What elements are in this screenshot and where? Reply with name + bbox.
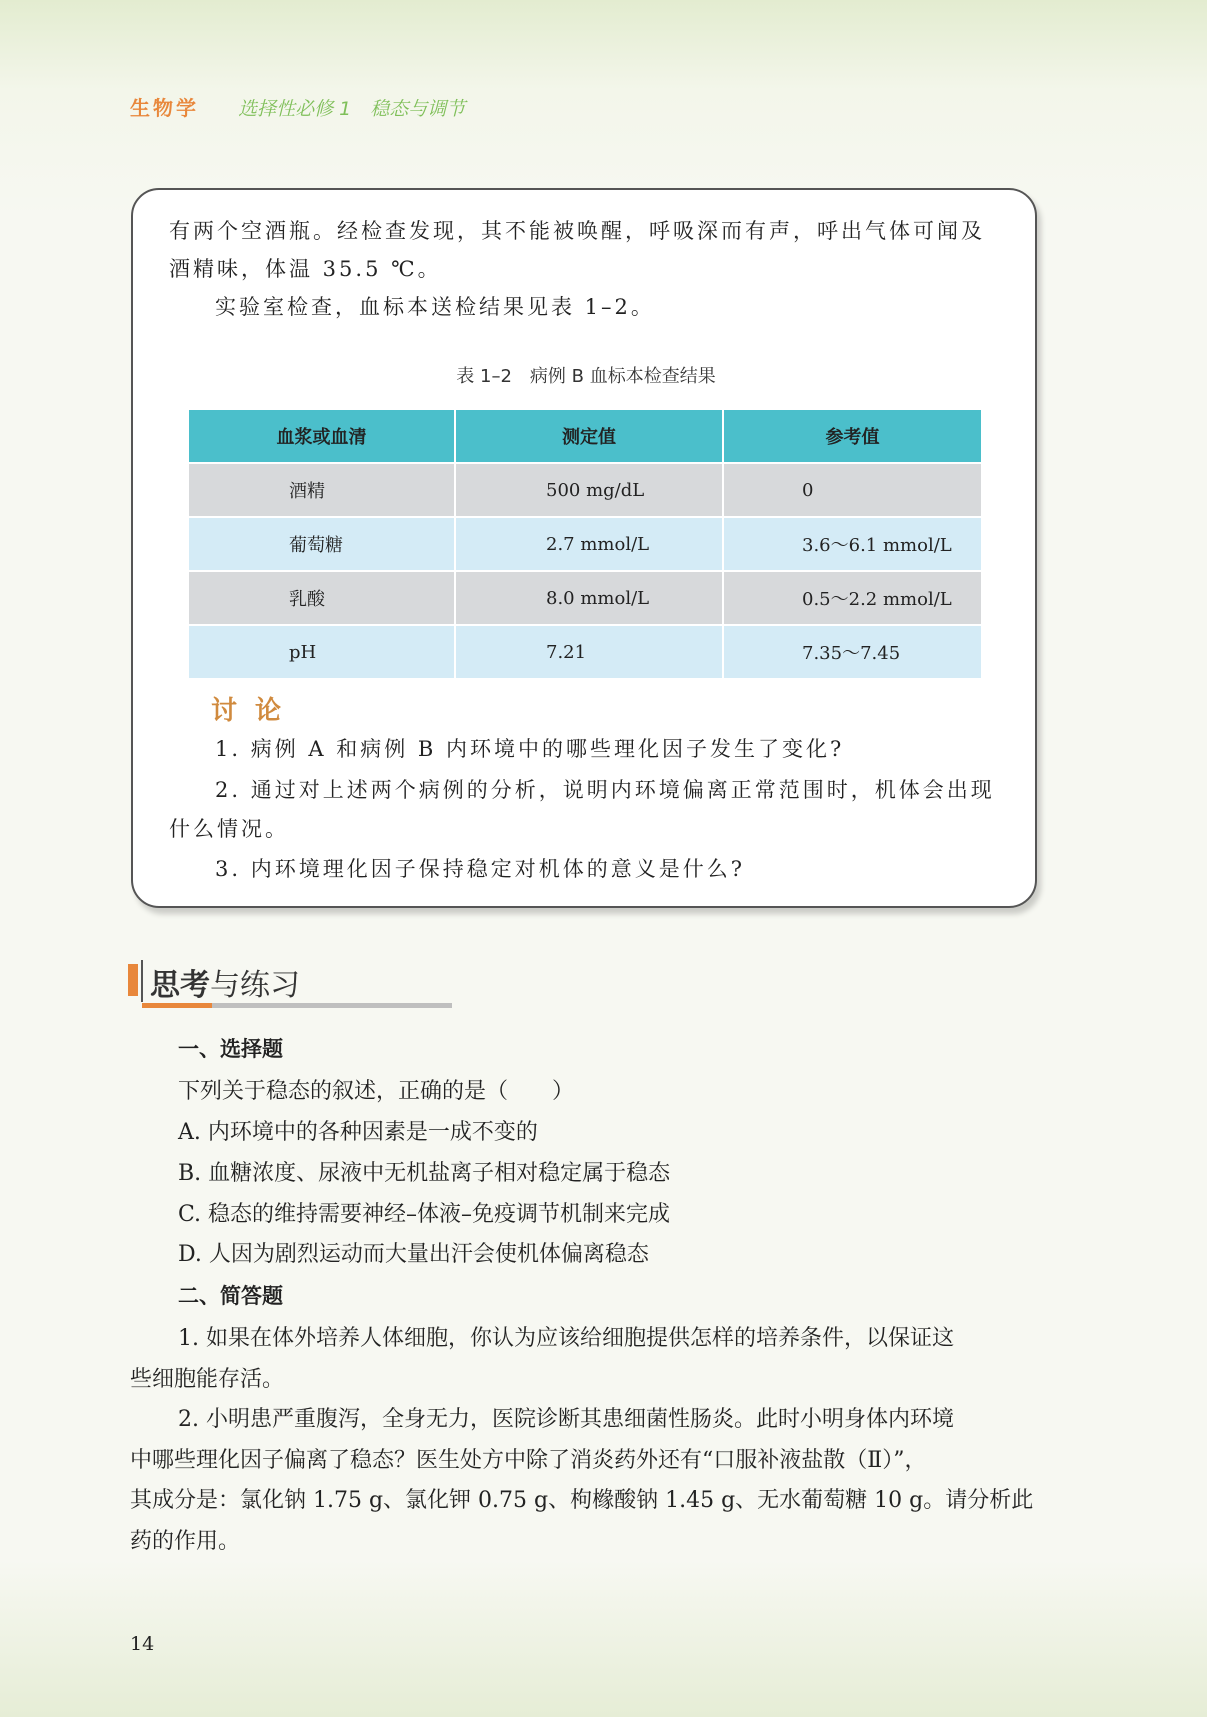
key-icon [128, 964, 138, 996]
exercise-title-rest: 与练习 [210, 968, 300, 1003]
discussion-question-continued: 什么情况。 [169, 817, 289, 841]
option-c: C. 稳态的维持需要神经–体液–免疫调节机制来完成 [178, 1202, 671, 1227]
table-row [189, 571, 982, 625]
answer-line: 2. 小明患严重腹泻，全身无力，医院诊断其患细菌性肠炎。此时小明身体内环境 [178, 1407, 954, 1432]
discussion-question: 1. 病例 A 和病例 B 内环境中的哪些理化因子发生了变化? [215, 737, 845, 761]
discussion-question: 2. 通过对上述两个病例的分析，说明内环境偏离正常范围时，机体会出现 [215, 778, 995, 802]
discussion-heading: 讨论 [211, 696, 300, 726]
question-stem: 下列关于稳态的叙述，正确的是（ ） [178, 1079, 575, 1104]
table-caption: 表 1–2 病例 B 血标本检查结果 [456, 366, 716, 387]
case-line: 实验室检查，血标本送检结果见表 1–2。 [215, 295, 655, 319]
option-b: B. 血糖浓度、尿液中无机盐离子相对稳定属于稳态 [178, 1161, 671, 1186]
option-a: A. 内环境中的各种因素是一成不变的 [178, 1120, 538, 1145]
table-cell: 8.0 mmol/L [455, 571, 723, 625]
table-cell: 500 mg/dL [455, 463, 723, 517]
table-cell: 7.21 [455, 625, 723, 678]
case-line: 酒精味，体温 35.5 ℃。 [169, 257, 442, 281]
table-header-row [189, 410, 982, 463]
table-cell: 酒精 [189, 463, 455, 517]
table-row [189, 625, 982, 678]
exercise-title [150, 960, 300, 1004]
table-cell: 0.5～2.2 mmol/L [723, 571, 982, 625]
option-d: D. 人因为剧烈运动而大量出汗会使机体偏离稳态 [178, 1242, 649, 1267]
running-header [130, 92, 465, 121]
blood-test-table [189, 410, 983, 678]
column-header: 测定值 [455, 410, 723, 463]
page-number: 14 [130, 1633, 155, 1655]
column-header: 血浆或血清 [189, 410, 455, 463]
discussion-question: 3. 内环境理化因子保持稳定对机体的意义是什么? [215, 857, 745, 881]
exercise-title-bold: 思考 [150, 968, 210, 1003]
answer-line: 药的作用。 [130, 1529, 241, 1554]
section-heading-choice: 一、选择题 [178, 1037, 283, 1061]
column-header: 参考值 [723, 410, 982, 463]
table-row [189, 517, 982, 571]
answer-line: 其成分是：氯化钠 1.75 g、氯化钾 0.75 g、枸橼酸钠 1.45 g、无水葡萄糖 10 g。请分析此 [130, 1488, 1034, 1513]
heading-underline-accent [142, 1003, 212, 1008]
heading-divider [141, 960, 143, 1002]
table-cell: 葡萄糖 [189, 517, 455, 571]
section-heading-short-answer: 二、简答题 [178, 1284, 283, 1308]
table-cell: pH [189, 625, 455, 678]
table-cell: 0 [723, 463, 982, 517]
table-cell: 乳酸 [189, 571, 455, 625]
case-study-box [131, 188, 1037, 908]
table-cell: 7.35～7.45 [723, 625, 982, 678]
header-book-title: 选择性必修 1 稳态与调节 [238, 98, 466, 120]
case-line: 有两个空酒瓶。经检查发现，其不能被唤醒，呼吸深而有声，呼出气体可闻及 [169, 219, 985, 243]
table-row [189, 463, 982, 517]
answer-line: 些细胞能存活。 [130, 1367, 285, 1392]
header-subject: 生物学 [130, 96, 199, 120]
table-cell: 3.6～6.1 mmol/L [723, 517, 982, 571]
answer-line: 1. 如果在体外培养人体细胞，你认为应该给细胞提供怎样的培养条件，以保证这 [178, 1326, 954, 1351]
answer-line: 中哪些理化因子偏离了稳态？医生处方中除了消炎药外还有“口服补液盐散（Ⅱ）”， [130, 1448, 927, 1473]
table-cell: 2.7 mmol/L [455, 517, 723, 571]
